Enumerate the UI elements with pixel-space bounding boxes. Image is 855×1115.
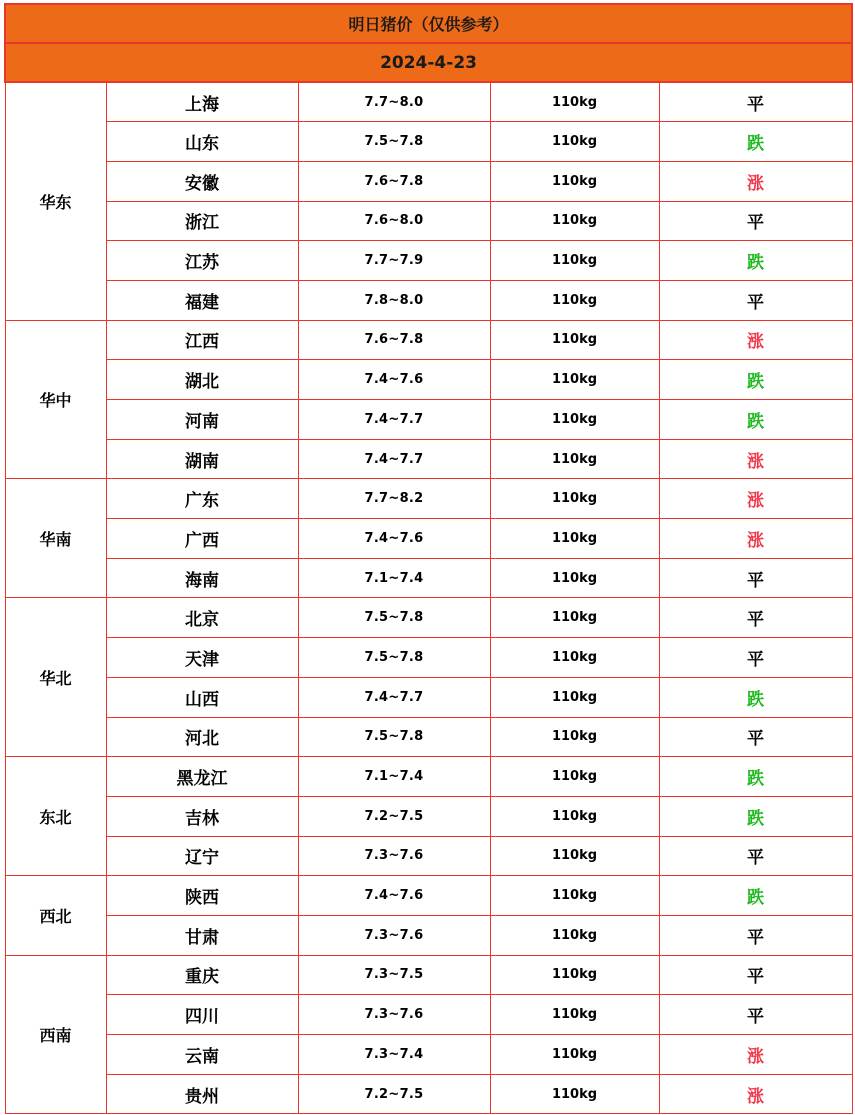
table-row: [5, 717, 852, 757]
province-cell: 河北: [106, 717, 298, 757]
weight-cell: 110kg: [490, 995, 659, 1035]
table-row: [5, 757, 852, 797]
province-cell: 山东: [106, 122, 298, 162]
trend-cell: 平: [659, 915, 852, 955]
weight-cell: 110kg: [490, 638, 659, 678]
province-cell: 辽宁: [106, 836, 298, 876]
region-cell: 华中: [5, 320, 106, 479]
weight-cell: 110kg: [490, 122, 659, 162]
province-cell: 湖南: [106, 439, 298, 479]
price-cell: 7.4~7.7: [298, 400, 490, 440]
table-row: [5, 400, 852, 440]
trend-cell: 平: [659, 955, 852, 995]
price-cell: 7.5~7.8: [298, 122, 490, 162]
trend-cell: 平: [659, 836, 852, 876]
table-row: [5, 519, 852, 559]
table-row: [5, 1074, 852, 1114]
table-row: [5, 677, 852, 717]
province-cell: 北京: [106, 598, 298, 638]
region-cell: 华东: [5, 82, 106, 320]
province-cell: 江西: [106, 320, 298, 360]
price-cell: 7.8~8.0: [298, 280, 490, 320]
table-row: [5, 995, 852, 1035]
price-cell: 7.2~7.5: [298, 1074, 490, 1114]
price-cell: 7.3~7.4: [298, 1035, 490, 1075]
weight-cell: 110kg: [490, 241, 659, 281]
trend-cell: 跌: [659, 677, 852, 717]
table-date: 2024-4-23: [5, 43, 852, 82]
weight-cell: 110kg: [490, 915, 659, 955]
price-cell: 7.4~7.6: [298, 876, 490, 916]
province-cell: 上海: [106, 82, 298, 122]
trend-cell: 涨: [659, 1074, 852, 1114]
price-cell: 7.3~7.6: [298, 915, 490, 955]
weight-cell: 110kg: [490, 955, 659, 995]
weight-cell: 110kg: [490, 201, 659, 241]
province-cell: 陕西: [106, 876, 298, 916]
trend-cell: 跌: [659, 400, 852, 440]
trend-cell: 平: [659, 598, 852, 638]
trend-cell: 跌: [659, 757, 852, 797]
trend-cell: 涨: [659, 161, 852, 201]
province-cell: 山西: [106, 677, 298, 717]
table-row: [5, 955, 852, 995]
table-row: [5, 439, 852, 479]
province-cell: 贵州: [106, 1074, 298, 1114]
province-cell: 吉林: [106, 796, 298, 836]
weight-cell: 110kg: [490, 1074, 659, 1114]
weight-cell: 110kg: [490, 439, 659, 479]
price-cell: 7.4~7.7: [298, 439, 490, 479]
region-cell: 华北: [5, 598, 106, 757]
table-row: [5, 598, 852, 638]
weight-cell: 110kg: [490, 677, 659, 717]
province-cell: 福建: [106, 280, 298, 320]
pig-price-table: [4, 3, 853, 1114]
trend-cell: 跌: [659, 796, 852, 836]
price-cell: 7.1~7.4: [298, 558, 490, 598]
table-row: [5, 836, 852, 876]
province-cell: 安徽: [106, 161, 298, 201]
weight-cell: 110kg: [490, 717, 659, 757]
table-row: [5, 360, 852, 400]
weight-cell: 110kg: [490, 320, 659, 360]
trend-cell: 跌: [659, 122, 852, 162]
province-cell: 甘肃: [106, 915, 298, 955]
weight-cell: 110kg: [490, 479, 659, 519]
weight-cell: 110kg: [490, 82, 659, 122]
weight-cell: 110kg: [490, 1035, 659, 1075]
weight-cell: 110kg: [490, 796, 659, 836]
trend-cell: 平: [659, 82, 852, 122]
trend-cell: 平: [659, 280, 852, 320]
price-cell: 7.7~7.9: [298, 241, 490, 281]
trend-cell: 涨: [659, 519, 852, 559]
region-cell: 西北: [5, 876, 106, 955]
table-row: [5, 201, 852, 241]
weight-cell: 110kg: [490, 400, 659, 440]
price-cell: 7.4~7.6: [298, 519, 490, 559]
province-cell: 江苏: [106, 241, 298, 281]
table-row: [5, 161, 852, 201]
table-row: [5, 558, 852, 598]
price-cell: 7.5~7.8: [298, 598, 490, 638]
province-cell: 河南: [106, 400, 298, 440]
table-row: [5, 638, 852, 678]
trend-cell: 涨: [659, 439, 852, 479]
weight-cell: 110kg: [490, 360, 659, 400]
table-row: [5, 796, 852, 836]
province-cell: 天津: [106, 638, 298, 678]
province-cell: 重庆: [106, 955, 298, 995]
table-row: [5, 241, 852, 281]
weight-cell: 110kg: [490, 836, 659, 876]
weight-cell: 110kg: [490, 558, 659, 598]
price-cell: 7.4~7.6: [298, 360, 490, 400]
price-cell: 7.7~8.0: [298, 82, 490, 122]
weight-cell: 110kg: [490, 519, 659, 559]
date-row: [5, 43, 852, 82]
weight-cell: 110kg: [490, 598, 659, 638]
table-row: [5, 320, 852, 360]
region-cell: 东北: [5, 757, 106, 876]
trend-cell: 平: [659, 201, 852, 241]
trend-cell: 平: [659, 717, 852, 757]
price-cell: 7.6~8.0: [298, 201, 490, 241]
province-cell: 四川: [106, 995, 298, 1035]
price-cell: 7.3~7.5: [298, 955, 490, 995]
title-row: [5, 4, 852, 43]
trend-cell: 涨: [659, 1035, 852, 1075]
weight-cell: 110kg: [490, 280, 659, 320]
table-title: 明日猪价（仅供参考）: [5, 4, 852, 43]
table-row: [5, 82, 852, 122]
trend-cell: 涨: [659, 479, 852, 519]
trend-cell: 跌: [659, 241, 852, 281]
weight-cell: 110kg: [490, 876, 659, 916]
price-cell: 7.3~7.6: [298, 995, 490, 1035]
trend-cell: 涨: [659, 320, 852, 360]
price-cell: 7.5~7.8: [298, 717, 490, 757]
weight-cell: 110kg: [490, 757, 659, 797]
table-row: [5, 479, 852, 519]
price-cell: 7.7~8.2: [298, 479, 490, 519]
table-row: [5, 280, 852, 320]
trend-cell: 平: [659, 638, 852, 678]
province-cell: 广西: [106, 519, 298, 559]
region-cell: 华南: [5, 479, 106, 598]
weight-cell: 110kg: [490, 161, 659, 201]
table-row: [5, 122, 852, 162]
province-cell: 浙江: [106, 201, 298, 241]
price-cell: 7.6~7.8: [298, 320, 490, 360]
table-row: [5, 1035, 852, 1075]
region-cell: 西南: [5, 955, 106, 1114]
price-cell: 7.2~7.5: [298, 796, 490, 836]
province-cell: 湖北: [106, 360, 298, 400]
province-cell: 云南: [106, 1035, 298, 1075]
price-cell: 7.3~7.6: [298, 836, 490, 876]
price-cell: 7.1~7.4: [298, 757, 490, 797]
price-cell: 7.4~7.7: [298, 677, 490, 717]
trend-cell: 平: [659, 995, 852, 1035]
price-cell: 7.6~7.8: [298, 161, 490, 201]
trend-cell: 跌: [659, 360, 852, 400]
trend-cell: 平: [659, 558, 852, 598]
price-cell: 7.5~7.8: [298, 638, 490, 678]
trend-cell: 跌: [659, 876, 852, 916]
table-row: [5, 876, 852, 916]
table-row: [5, 915, 852, 955]
province-cell: 广东: [106, 479, 298, 519]
province-cell: 黑龙江: [106, 757, 298, 797]
province-cell: 海南: [106, 558, 298, 598]
